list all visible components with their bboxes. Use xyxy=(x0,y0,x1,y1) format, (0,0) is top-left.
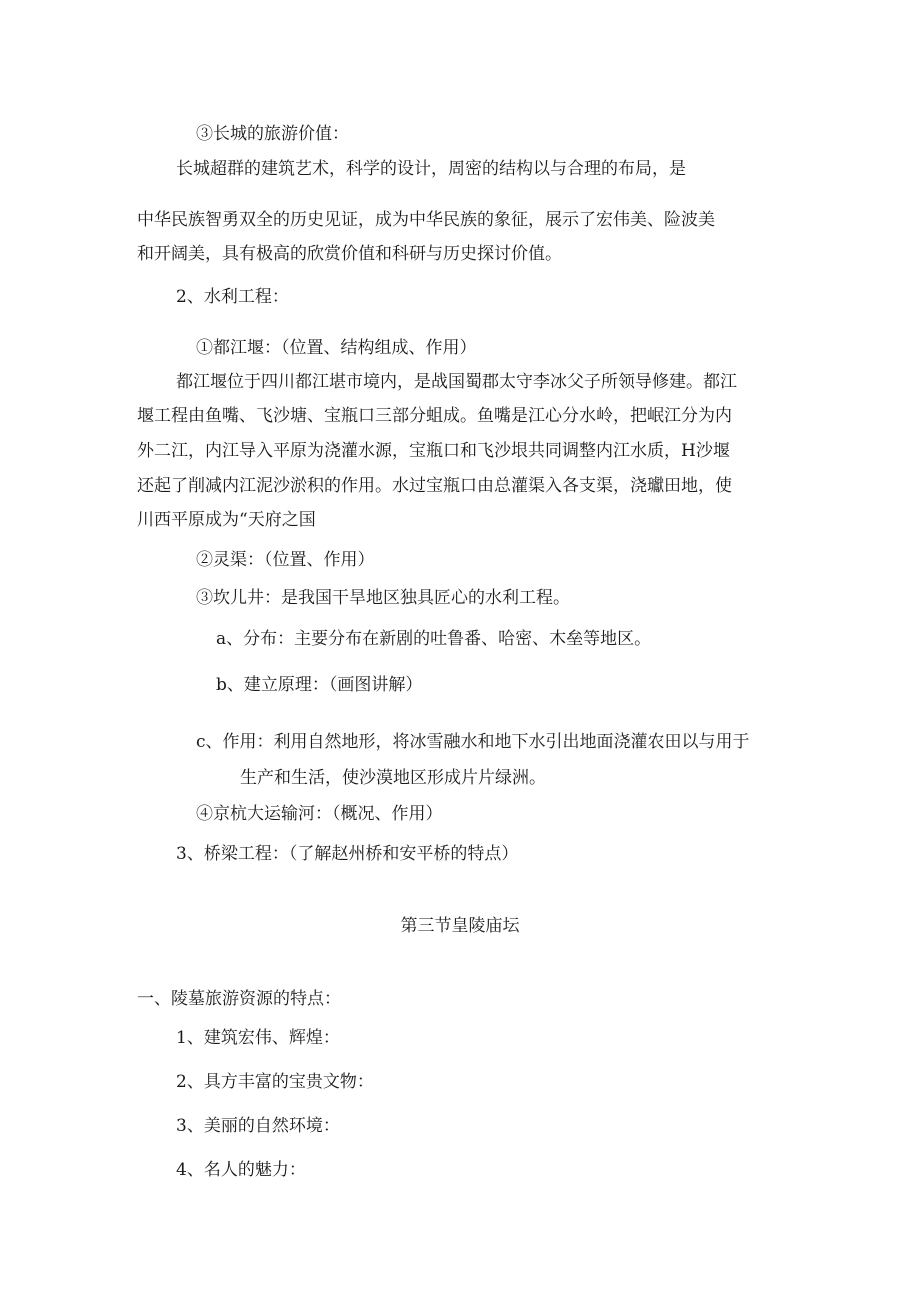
section-title: 第三节皇陵庙坛 xyxy=(400,916,520,936)
text-line-10: 还起了削减内江泥沙淤积的作用。水过宝瓶口由总灌渠入各支渠，浇瓛田地，使 xyxy=(137,476,732,496)
text-line-16: c、作用：利用自然地形，将冰雪融水和地下水引出地面浇灌农田以与用于 xyxy=(196,732,750,752)
text-line-5: 2、水利工程： xyxy=(176,287,289,307)
text-line-8: 堰工程由鱼嘴、飞沙塘、宝瓶口三部分蛆成。鱼嘴是江心分水岭，把岷江分为内 xyxy=(137,406,732,426)
section-heading: 一、陵墓旅游资源的特点： xyxy=(137,989,341,1009)
list-item-2: 2、具方丰富的宝贵文物： xyxy=(176,1072,374,1092)
list-item-4: 4、名人的魅力： xyxy=(176,1160,306,1180)
text-line-2: 长城超群的建筑艺术，科学的设计，周密的结构以与合理的布局，是 xyxy=(176,159,686,179)
text-line-11: 川西平原成为“天府之国 xyxy=(137,510,316,530)
text-line-4: 和开阔美，具有极高的欣赏价值和科研与历史探讨价值。 xyxy=(137,244,562,264)
text-line-13: ③坎儿井：是我国干旱地区独具匠心的水利工程。 xyxy=(196,588,570,608)
list-item-1: 1、建筑宏伟、辉煌： xyxy=(176,1028,340,1048)
text-line-7: 都江堰位于四川都江堪市境内，是战国蜀郡太守李冰父子所领导修建。都江 xyxy=(176,372,737,392)
text-line-12: ②灵渠：（位置、作用） xyxy=(196,550,375,570)
text-line-6: ①都江堰：（位置、结构组成、作用） xyxy=(196,338,477,358)
list-item-3: 3、美丽的自然环境： xyxy=(176,1116,340,1136)
text-line-14: a、分布：主要分布在新剧的吐鲁番、哈密、木垒等地区。 xyxy=(216,629,652,649)
text-line-19: 3、桥梁工程：（了解赵州桥和安平桥的特点） xyxy=(176,844,519,864)
text-line-3: 中华民族智勇双全的历史见证，成为中华民族的象征，展示了宏伟美、险波美 xyxy=(137,210,715,230)
text-line-17: 生产和生活，使沙漠地区形成片片绿洲。 xyxy=(240,768,546,788)
text-line-1: ③长城的旅游价值： xyxy=(196,124,349,144)
text-line-15: b、建立原理：（画图讲解） xyxy=(216,675,423,695)
text-line-18: ④京杭大运输河：（概况、作用） xyxy=(196,804,443,824)
text-line-9: 外二江，内江导入平原为浇灌水源，宝瓶口和飞沙垠共同调整内江水质，H沙堰 xyxy=(137,441,730,461)
